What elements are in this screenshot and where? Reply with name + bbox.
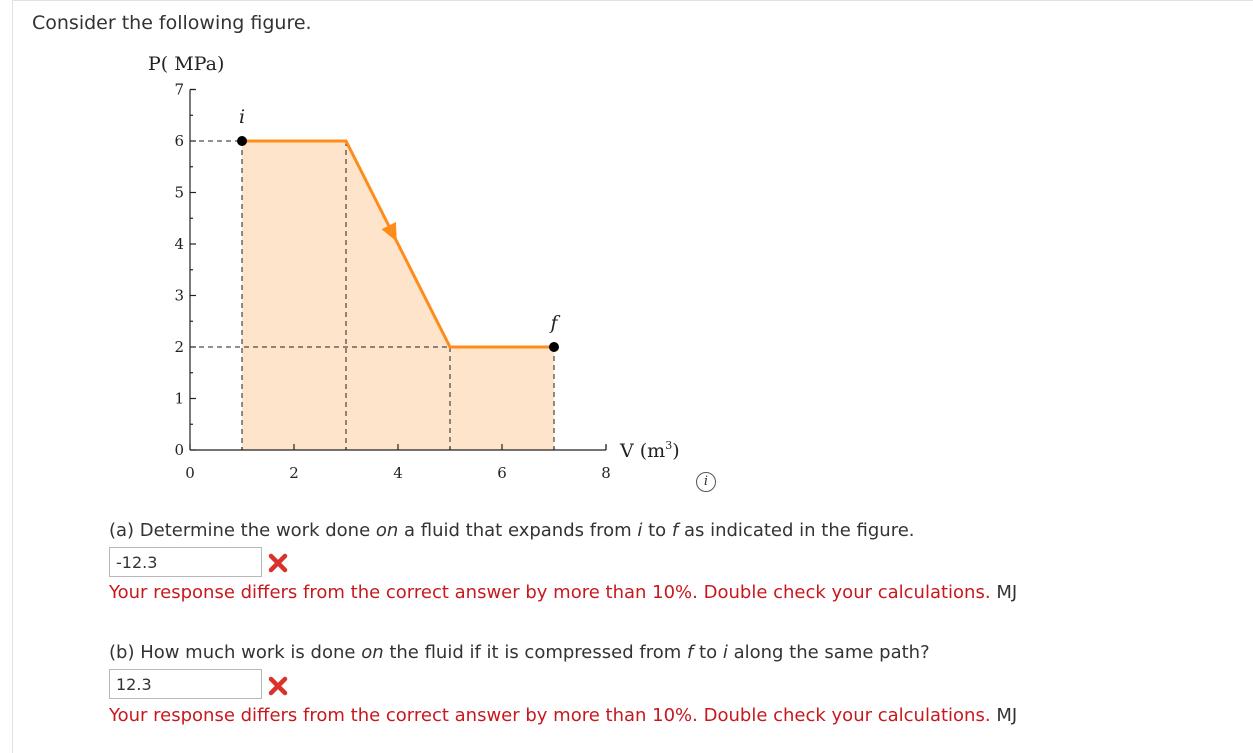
x-tick-label: 2 bbox=[289, 464, 299, 482]
y-axis-label: P( MPa) bbox=[148, 53, 225, 75]
intro-text: Consider the following figure. bbox=[32, 12, 312, 34]
y-tick-label: 7 bbox=[174, 80, 184, 99]
state-point-label: f bbox=[550, 312, 558, 334]
part-b-answer-input[interactable] bbox=[109, 669, 262, 699]
part-a-question: (a) Determine the work done on a fluid that expands from i to f as indicated in the figure. bbox=[109, 520, 915, 541]
work-area-fill bbox=[242, 141, 554, 450]
y-tick-label: 5 bbox=[174, 183, 184, 202]
info-icon[interactable]: i bbox=[696, 472, 716, 492]
part-a-answer-input[interactable] bbox=[109, 547, 262, 577]
y-tick-label: 0 bbox=[174, 441, 184, 459]
x-axis-label: V $(m^3)$ bbox=[620, 439, 680, 462]
x-tick-label: 8 bbox=[601, 464, 611, 482]
state-point-f bbox=[549, 342, 559, 352]
state-point-i bbox=[237, 136, 247, 146]
part-b-question: (b) How much work is done on the fluid if it is compressed from f to i along the same path? bbox=[109, 642, 930, 663]
y-tick-label: 4 bbox=[174, 235, 184, 253]
state-point-label: i bbox=[238, 106, 246, 128]
x-tick-label: 0 bbox=[185, 464, 195, 482]
y-tick-labels bbox=[174, 81, 184, 460]
x-tick-labels bbox=[185, 464, 611, 482]
y-tick-label: 2 bbox=[174, 338, 184, 356]
part-b-feedback: Your response differs from the correct answer by more than 10%. Double check your calculations. MJ bbox=[109, 705, 1018, 726]
x-tick-label: 4 bbox=[393, 464, 403, 482]
incorrect-x-icon bbox=[268, 553, 288, 573]
part-a-feedback: Your response differs from the correct answer by more than 10%. Double check your calculations. MJ bbox=[109, 582, 1018, 603]
y-tick-label: 6 bbox=[174, 132, 184, 150]
incorrect-x-icon bbox=[268, 676, 288, 696]
work-area bbox=[242, 141, 554, 450]
y-tick-label: 1 bbox=[174, 389, 184, 408]
y-tick-label: 3 bbox=[174, 286, 184, 305]
pv-diagram bbox=[0, 0, 760, 500]
x-tick-label: 6 bbox=[497, 464, 507, 482]
